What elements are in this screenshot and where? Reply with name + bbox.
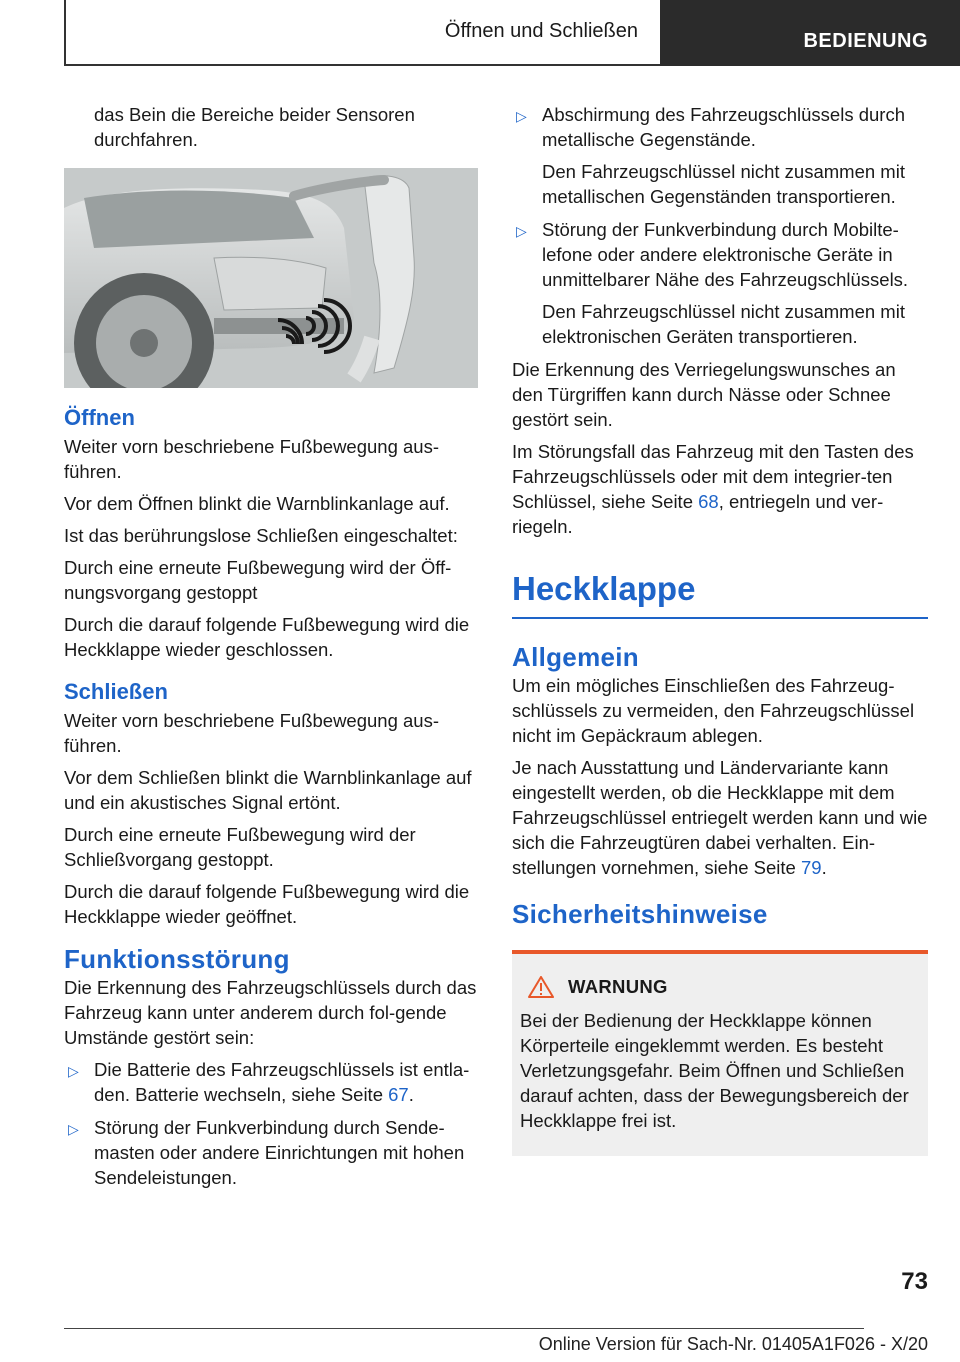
list-item-text: Die Batterie des Fahrzeugschlüssels ist entla-den. Batterie wechseln, siehe Seite	[94, 1059, 470, 1105]
paragraph-text: Je nach Ausstattung und Ländervariante kann eingestellt werden, ob die Heckklappe mit dem Fahrzeugschlüssel entriegelt werden kann und wie sich die Fahrzeugtüren dabei verhalten. Ein-stellungen vornehmen, siehe Seite	[512, 757, 928, 878]
list-item	[512, 217, 928, 349]
heading-oeffnen: Öffnen	[64, 405, 135, 430]
illustration-graphic	[64, 168, 478, 388]
heading-heckklappe: Heckklappe	[512, 569, 928, 619]
list-item	[64, 1115, 478, 1190]
paragraph: Weiter vorn beschriebene Fußbewegung aus-führen.	[64, 436, 440, 482]
page-number: 73	[901, 1268, 928, 1295]
warning-text: Bei der Bedienung der Heckklappe können Körperteile eingeklemmt werden. Es besteht Verletzungsgefahr. Beim Öffnen und Schließen darauf achten, dass der Bewegungsbereich der Heckklappe frei ist.	[520, 1010, 909, 1131]
triangle-right-icon: ▷	[68, 1063, 79, 1079]
heading-allgemein: Allgemein	[512, 642, 639, 672]
list-item-subtext: Den Fahrzeugschlüssel nicht zusammen mit elektronischen Geräten transportieren.	[542, 301, 905, 347]
heading-sicherheitshinweise: Sicherheitshinweise	[512, 899, 768, 929]
footer-rule	[64, 1328, 864, 1329]
warning-triangle-icon	[528, 976, 554, 998]
triangle-right-icon: ▷	[68, 1121, 79, 1137]
paragraph	[512, 439, 928, 539]
paragraph: Durch die darauf folgende Fußbewegung wird die Heckklappe wieder geöffnet.	[64, 881, 470, 927]
paragraph: Um ein mögliches Einschließen des Fahrzeug-schlüssels zu vermeiden, den Fahrzeugschlüssel nicht im Gepäckraum ablegen.	[512, 675, 915, 746]
page-link-68[interactable]: 68	[698, 491, 719, 512]
header-section-title: Öffnen und Schließen	[444, 20, 638, 42]
paragraph: Die Erkennung des Verriegelungswunsches an den Türgriffen kann durch Nässe oder Schnee gestört sein.	[512, 359, 896, 430]
page-link-67[interactable]: 67	[388, 1084, 409, 1105]
paragraph: Durch eine erneute Fußbewegung wird der Schließvorgang gestoppt.	[64, 824, 416, 870]
heading-funktionsstoerung: Funktionsstörung	[64, 944, 290, 974]
paragraph-text-end: .	[821, 857, 827, 878]
heading-schliessen: Schließen	[64, 679, 168, 704]
paragraph	[512, 755, 928, 880]
page-link-79[interactable]: 79	[801, 857, 822, 878]
warning-box	[512, 954, 928, 1156]
list-item	[64, 1057, 478, 1107]
paragraph: Ist das berührungslose Schließen eingeschaltet:	[64, 525, 458, 546]
paragraph: Durch die darauf folgende Fußbewegung wird die Heckklappe wieder geschlossen.	[64, 614, 470, 660]
list-item	[512, 102, 928, 209]
left-column	[64, 102, 478, 1198]
list-item-text: Störung der Funkverbindung durch Sende-masten oder andere Einrichtungen mit hohen Sendeleistungen.	[94, 1117, 465, 1188]
triangle-right-icon: ▷	[516, 223, 527, 239]
header-rule-bottom	[64, 64, 660, 66]
warning-title: WARNUNG	[568, 976, 668, 997]
list-item-text: Abschirmung des Fahrzeugschlüssels durch metallische Gegenstände.	[542, 104, 905, 150]
paragraph-text: Im Störungsfall das Fahrzeug mit den Tasten des Fahrzeugschlüssels oder mit dem integrier-ten Schlüssel, siehe Seite	[512, 441, 914, 512]
intro-text: das Bein die Bereiche beider Sensoren durchfahren.	[94, 104, 415, 150]
footer-text: Online Version für Sach-Nr. 01405A1F026 - X/20	[538, 1334, 928, 1354]
list-item-text: Störung der Funkverbindung durch Mobilte-lefone oder andere elektronische Geräte in unmittelbarer Nähe des Fahrzeugschlüssels.	[542, 219, 909, 290]
header-chapter-title: BEDIENUNG	[803, 30, 928, 52]
paragraph: Die Erkennung des Fahrzeugschlüssels durch das Fahrzeug kann unter anderem durch fol-gende Umstände gestört sein:	[64, 977, 477, 1048]
paragraph: Weiter vorn beschriebene Fußbewegung aus-führen.	[64, 710, 440, 756]
warning-header	[528, 976, 920, 998]
triangle-right-icon: ▷	[516, 108, 527, 124]
paragraph: Vor dem Öffnen blinkt die Warnblinkanlage auf.	[64, 493, 450, 514]
right-column	[512, 102, 928, 1156]
paragraph: Durch eine erneute Fußbewegung wird der Öff-nungsvorgang gestoppt	[64, 557, 452, 603]
list-item-subtext: Den Fahrzeugschlüssel nicht zusammen mit metallischen Gegenständen transportieren.	[542, 161, 905, 207]
paragraph-text-end: , entriegeln und ver-riegeln.	[512, 491, 884, 537]
list-item-text-end: .	[408, 1084, 414, 1105]
tailgate-foot-sensor-illustration	[64, 168, 478, 388]
paragraph: Vor dem Schließen blinkt die Warnblinkanlage auf und ein akustisches Signal ertönt.	[64, 767, 472, 813]
